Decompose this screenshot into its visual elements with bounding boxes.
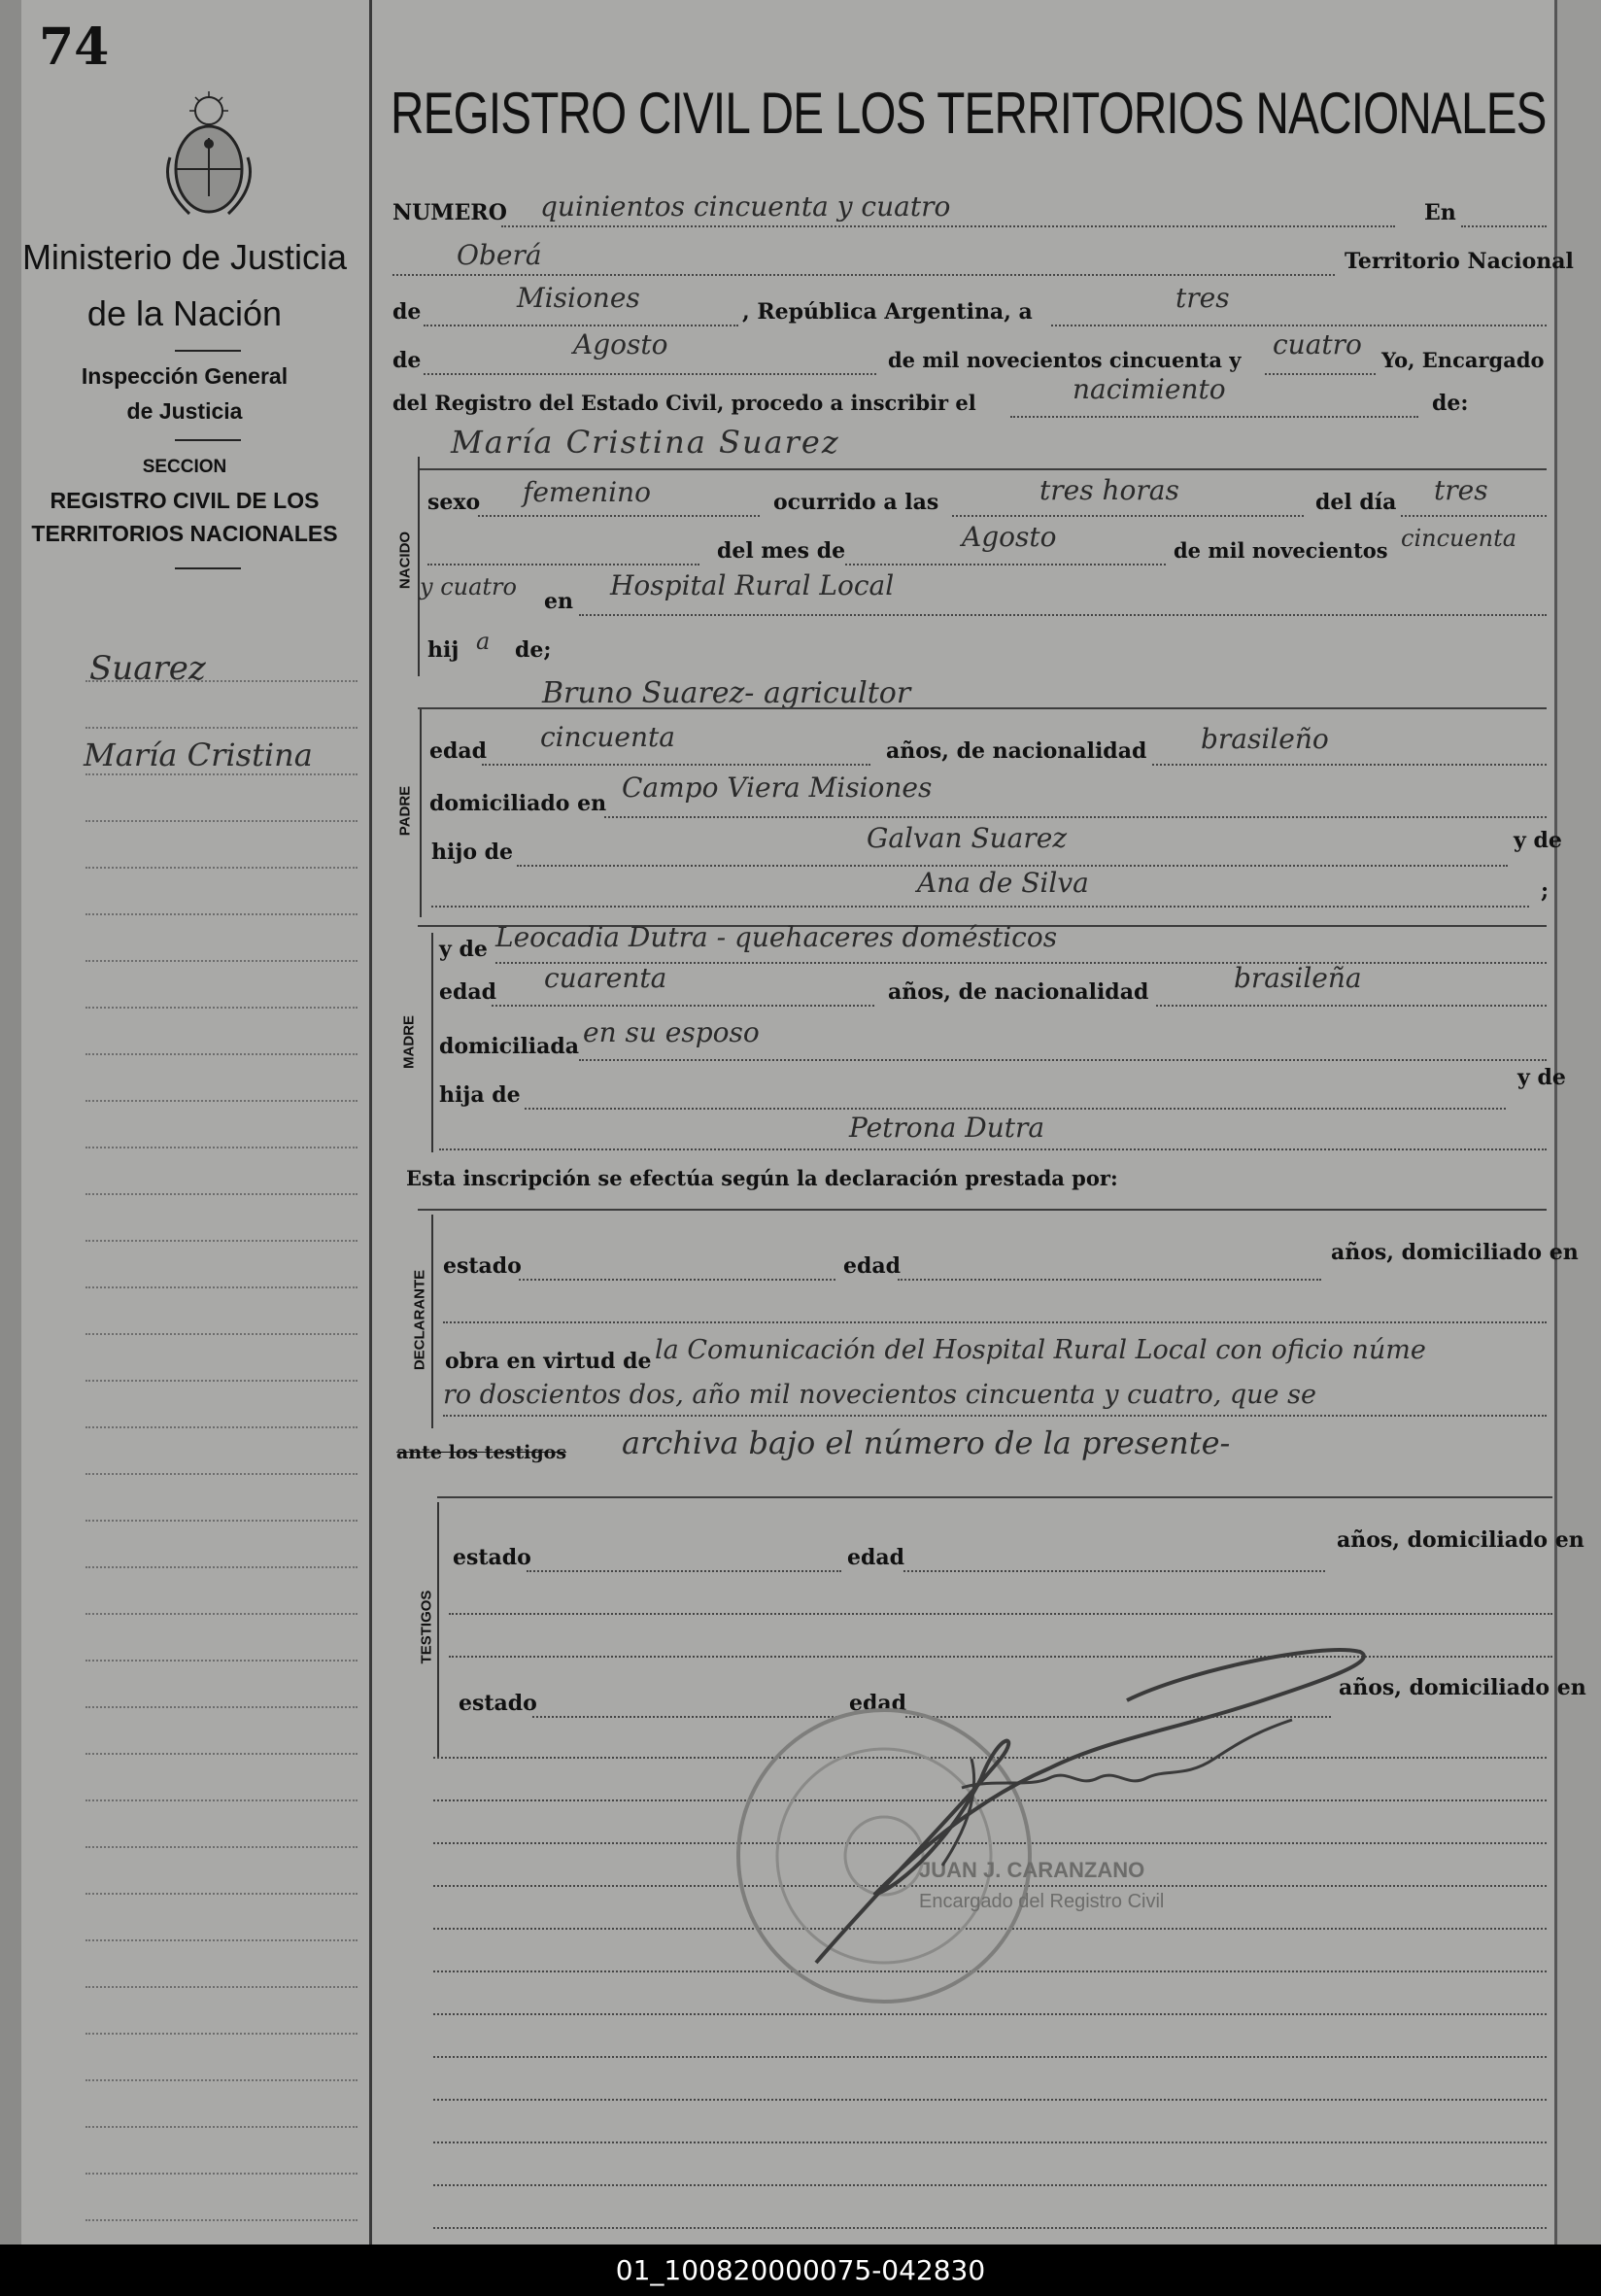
section-line1: REGISTRO CIVIL DE LOS — [50, 488, 320, 513]
sidebar-ruled-line — [85, 727, 358, 729]
mil-label-nacido: de mil novecientos — [1174, 538, 1388, 563]
sidebar-ruled-line — [85, 1846, 358, 1848]
madre-bracket — [431, 933, 433, 1152]
blank-ruled-line — [433, 2099, 1547, 2101]
sidebar-ruled-line — [85, 1520, 358, 1522]
del-mes-label: del mes de — [717, 538, 846, 564]
place-value: Oberá — [457, 239, 542, 271]
act-value: nacimiento — [1073, 373, 1226, 405]
hora-line — [952, 515, 1304, 517]
declarante-rule — [418, 1209, 1547, 1211]
blank-ruled-line — [433, 2142, 1547, 2143]
testigo1-edad-line — [903, 1570, 1325, 1572]
day-value: tres — [1175, 282, 1230, 314]
act-line — [1010, 416, 1418, 418]
madre-domicilio-value: en su esposo — [583, 1016, 760, 1048]
testigos-bracket — [437, 1502, 439, 1757]
document-title: REGISTRO CIVIL DE LOS TERRITORIOS NACIONALES — [391, 81, 1547, 146]
padre-rule — [418, 707, 1547, 709]
column-divider — [369, 0, 372, 2245]
blank-ruled-line — [433, 2184, 1547, 2186]
testigo2-edad-label: edad — [849, 1691, 907, 1716]
en-line — [1461, 225, 1547, 227]
declarante-estado-line — [519, 1279, 835, 1281]
section-label: SECCION — [142, 457, 227, 477]
sidebar-ruled-line — [85, 1286, 358, 1288]
sidebar-ruled-line — [85, 1007, 358, 1009]
ocurrido-label: ocurrido a las — [773, 490, 939, 515]
sidebar-ruled-line — [85, 960, 358, 962]
section-line2: TERRITORIOS NACIONALES — [31, 521, 338, 546]
place-line — [392, 274, 1335, 276]
padre-nacionalidad-line — [1152, 764, 1547, 766]
declarante-estado-label: estado — [443, 1253, 522, 1279]
sexo-label: sexo — [427, 490, 481, 515]
padre-side-label: PADRE — [396, 785, 414, 837]
padre-y-de-label: y de — [1514, 828, 1562, 853]
territorio-line — [424, 325, 738, 326]
padre-domicilio-label: domiciliado en — [429, 791, 607, 816]
padre-nacionalidad-value: brasileño — [1201, 723, 1329, 755]
hij-label: hij — [427, 637, 460, 663]
sidebar-ruled-line — [85, 1799, 358, 1801]
sidebar-divider — [175, 439, 241, 441]
sidebar-ruled-line — [85, 1100, 358, 1102]
inspection-line1: Inspección General — [81, 363, 289, 389]
blank-ruled-line — [433, 2227, 1547, 2229]
signature-graphic — [758, 1642, 1399, 1992]
mes-value: Agosto — [962, 521, 1057, 553]
numero-label: NUMERO — [392, 200, 507, 225]
sexo-line — [478, 515, 760, 517]
testigo1-estado-label: estado — [453, 1545, 531, 1570]
declarante-edad-line — [898, 1279, 1321, 1281]
blank-ruled-line — [433, 2056, 1547, 2058]
testigo1-edad-label: edad — [847, 1545, 905, 1570]
sidebar-given-names: María Cristina — [84, 737, 313, 773]
sidebar-ruled-line — [85, 1240, 358, 1242]
mes-line — [845, 564, 1166, 565]
testigos-struck: ante los testigos — [396, 1442, 567, 1463]
obra-line2: ro doscientos dos, año mil novecientos cincuenta y cuatro, que se — [443, 1380, 1316, 1410]
madre-nacionalidad-label: años, de nacionalidad — [888, 979, 1149, 1005]
republica-label: , República Argentina, a — [742, 299, 1033, 325]
ministry-line1: Ministerio de Justicia — [21, 237, 348, 277]
sexo-value: femenino — [523, 476, 651, 508]
obra-line1: la Comunicación del Hospital Rural Local con oficio núme — [655, 1335, 1426, 1365]
sidebar-ruled-line — [85, 1893, 358, 1895]
declarante-edad-label: edad — [843, 1253, 902, 1279]
page-number: 74 — [39, 17, 110, 77]
sidebar-ruled-line — [85, 1147, 358, 1148]
nacido-bracket — [418, 457, 420, 676]
padre-name: Bruno Suarez- agricultor — [542, 676, 911, 710]
testigos-side-label: TESTIGOS — [418, 1590, 435, 1664]
anio-value-2: y cuatro — [420, 573, 517, 600]
month-value: Agosto — [573, 328, 668, 360]
dia-line — [1401, 515, 1547, 517]
stamp-role: Encargado del Registro Civil — [919, 1891, 1165, 1912]
obra-label: obra en virtud de — [445, 1349, 652, 1374]
padre-hijo-label: hijo de — [431, 840, 514, 865]
del-dia-label: del día — [1315, 490, 1397, 515]
madre-madre-line — [439, 1148, 1547, 1150]
declarante-anios-label: años, domiciliado en — [1331, 1240, 1579, 1265]
binding-edge — [0, 0, 21, 2245]
sidebar-ruled-line — [85, 1660, 358, 1662]
obra-line2-rule — [443, 1415, 1547, 1417]
de-label2: de — [392, 348, 422, 373]
image-id-footer: 01_100820000075-042830 — [0, 2245, 1601, 2296]
territorio-label: Territorio Nacional — [1345, 249, 1574, 274]
declaracion-intro: Esta inscripción se efectúa según la declaración prestada por: — [406, 1166, 1118, 1190]
mil-label: de mil novecientos cincuenta y — [888, 348, 1242, 372]
year-line — [1265, 373, 1376, 375]
declarante-side-label: DECLARANTE — [411, 1269, 428, 1371]
person-name: María Cristina Suarez — [451, 424, 840, 461]
sidebar-ruled-line — [85, 2079, 358, 2081]
hora-value: tres horas — [1039, 474, 1179, 506]
lugar-line — [579, 614, 1547, 616]
sidebar-ruled-line — [85, 1333, 358, 1335]
madre-hija-line — [525, 1108, 1506, 1110]
testigo1-estado-line — [527, 1570, 841, 1572]
ministry-line2: de la Nación — [86, 293, 283, 333]
padre-domicilio-value: Campo Viera Misiones — [622, 771, 933, 804]
stamp-name: JUAN J. CARANZANO — [919, 1858, 1145, 1882]
testigo2-anios-label: años, domiciliado en — [1339, 1675, 1586, 1700]
testigo2-estado-label: estado — [459, 1691, 537, 1716]
sidebar-ruled-line — [85, 1986, 358, 1988]
sidebar-ruled-line — [85, 1426, 358, 1428]
dia-value: tres — [1434, 474, 1488, 506]
en-label-nacido: en — [544, 589, 573, 614]
sidebar-ruled-line — [85, 2173, 358, 2175]
sidebar-ruled-line — [85, 2126, 358, 2128]
sidebar-ruled-line — [85, 680, 358, 682]
lugar-value: Hospital Rural Local — [610, 569, 895, 601]
sidebar-ruled-line — [85, 1706, 358, 1708]
sidebar-ruled-line — [85, 773, 358, 775]
sidebar-ruled-line — [85, 1053, 358, 1055]
blank-line — [427, 564, 699, 565]
madre-nacionalidad-line — [1156, 1005, 1547, 1007]
de-colon: de: — [1432, 391, 1469, 416]
day-line — [1051, 325, 1547, 326]
sidebar-divider — [175, 350, 241, 352]
sidebar-ruled-line — [85, 1566, 358, 1568]
madre-y-de-label2: y de — [1517, 1065, 1566, 1090]
year-value: cuatro — [1273, 328, 1362, 360]
sidebar-ruled-line — [85, 1473, 358, 1475]
testigo1-anios-label: años, domiciliado en — [1337, 1527, 1584, 1553]
sidebar-ruled-line — [85, 913, 358, 915]
sidebar-ruled-line — [85, 1939, 358, 1941]
testigos-rule — [437, 1496, 1552, 1498]
coat-of-arms-icon — [160, 89, 257, 225]
madre-domicilio-label: domiciliada — [439, 1034, 580, 1059]
sidebar-ruled-line — [85, 2219, 358, 2221]
madre-domicilio-line — [579, 1059, 1547, 1061]
madre-edad-label: edad — [439, 979, 497, 1005]
numero-line — [501, 225, 1395, 227]
registro-label: del Registro del Estado Civil, procedo a inscribir el — [392, 391, 976, 415]
month-line — [424, 373, 876, 375]
sidebar-ruled-line — [85, 1193, 358, 1195]
sidebar-ruled-line — [85, 867, 358, 869]
padre-padre-value: Galvan Suarez — [867, 822, 1068, 854]
padre-edad-line — [482, 764, 870, 766]
madre-side-label: MADRE — [400, 1015, 418, 1069]
inspection-line2: de Justicia — [126, 398, 243, 424]
sidebar-ruled-line — [85, 1613, 358, 1615]
encargado-label: Yo, Encargado — [1381, 348, 1545, 372]
sidebar-divider — [175, 567, 241, 569]
sidebar-ruled-line — [85, 1380, 358, 1382]
padre-nacionalidad-label: años, de nacionalidad — [886, 738, 1147, 764]
madre-edad-line — [492, 1005, 874, 1007]
madre-nacionalidad-value: brasileña — [1234, 962, 1362, 994]
page-edge — [1554, 0, 1601, 2245]
sidebar-ruled-line — [85, 1753, 358, 1755]
obra-line3: archiva bajo el número de la presente- — [622, 1424, 1231, 1461]
madre-madre-value: Petrona Dutra — [849, 1112, 1045, 1144]
numero-value: quinientos cincuenta y cuatro — [540, 190, 951, 223]
en-label: En — [1424, 200, 1456, 225]
sidebar-ruled-line — [85, 2033, 358, 2035]
anio-value-1: cincuenta — [1401, 525, 1517, 552]
territorio-value: Misiones — [517, 282, 640, 314]
sidebar-surname: Suarez — [89, 649, 206, 688]
padre-domicilio-line — [604, 816, 1547, 818]
hij-de-label: de; — [515, 637, 552, 663]
nacido-side-label: NACIDO — [396, 531, 414, 590]
padre-madre-line — [431, 906, 1529, 908]
madre-edad-value: cuarenta — [544, 962, 667, 994]
testigo1-domicilio-line — [449, 1613, 1552, 1615]
declarante-domicilio-line — [443, 1321, 1547, 1323]
name-rule — [418, 468, 1547, 470]
declarante-bracket — [431, 1215, 433, 1428]
madre-name: Leocadia Dutra - quehaceres domésticos — [495, 921, 1058, 953]
de-label: de — [392, 299, 422, 325]
madre-hija-label: hija de — [439, 1082, 521, 1108]
padre-edad-label: edad — [429, 738, 488, 764]
madre-y-de-label: y de — [439, 937, 488, 962]
padre-edad-value: cincuenta — [540, 721, 675, 753]
padre-bracket — [420, 709, 422, 917]
hij-suffix: a — [476, 628, 491, 655]
padre-madre-value: Ana de Silva — [917, 867, 1089, 899]
padre-semicolon: ; — [1541, 878, 1550, 904]
sidebar-ruled-line — [85, 820, 358, 822]
